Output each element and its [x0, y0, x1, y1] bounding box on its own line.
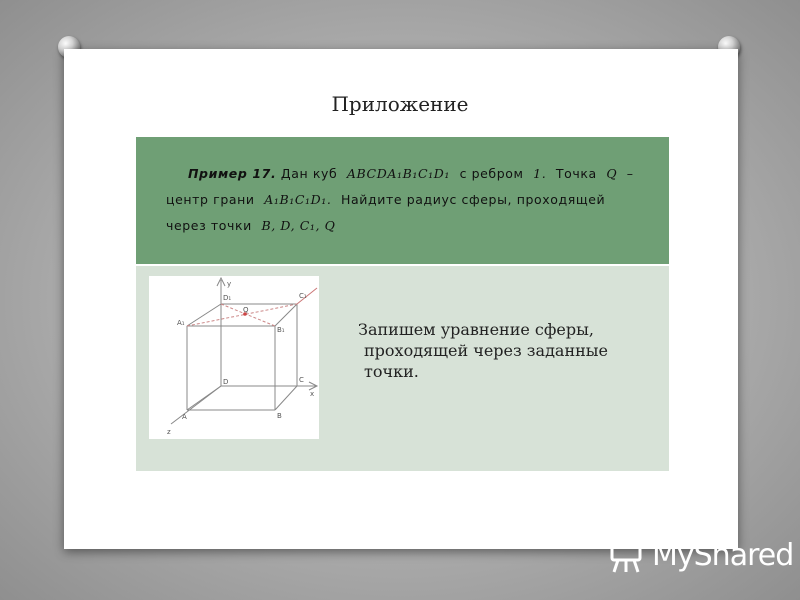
- watermark: [608, 534, 794, 578]
- problem-text-segment: Дан куб: [280, 166, 338, 181]
- problem-text-segment: Найдите радиус сферы, проходящей: [341, 192, 606, 207]
- cube-name: ABCDA₁B₁C₁D₁: [346, 166, 450, 181]
- problem-row: [136, 137, 669, 266]
- label-b: B: [277, 412, 282, 420]
- label-c: C: [299, 376, 304, 384]
- solution-text: [358, 319, 658, 382]
- projector-icon: [608, 534, 648, 576]
- edge-ad: [187, 386, 221, 410]
- problem-line-1: [166, 161, 646, 187]
- problem-line-3: [166, 213, 646, 239]
- problem-line-2: [166, 187, 646, 213]
- problem-text-segment: через точки: [166, 218, 252, 233]
- label-x: x: [310, 390, 315, 398]
- label-c1: C₁: [299, 292, 307, 300]
- points-list: B, D, C₁, Q: [261, 218, 336, 233]
- solution-row: [136, 266, 669, 471]
- edge-c1b1: [275, 304, 297, 326]
- content-table: [135, 136, 670, 472]
- cube-figure: [149, 276, 319, 439]
- label-z: z: [167, 428, 171, 436]
- cube-diagram: [149, 276, 319, 439]
- slide-title: Приложение: [331, 92, 469, 116]
- problem-text-segment: Точка: [555, 166, 597, 181]
- point-q: Q: [606, 166, 618, 181]
- problem-text-segment: с ребром: [459, 166, 524, 181]
- watermark-text: MyShared: [652, 538, 794, 573]
- label-a1: A₁: [177, 319, 185, 327]
- problem-text: [166, 161, 646, 239]
- problem-label: Пример 17.: [188, 166, 277, 181]
- label-d: D: [223, 378, 229, 386]
- solution-line-1: Запишем уравнение сферы,: [358, 320, 594, 339]
- edge-length: 1.: [533, 166, 547, 181]
- label-q: Q: [243, 306, 249, 314]
- edge-bc: [275, 386, 297, 410]
- label-y: y: [227, 280, 232, 288]
- problem-text-segment: центр грани: [166, 192, 255, 207]
- solution-line-2: проходящей через заданные: [364, 341, 608, 360]
- problem-text-segment: –: [626, 166, 634, 181]
- label-d1: D₁: [223, 294, 232, 302]
- face-name: A₁B₁C₁D₁.: [264, 192, 332, 207]
- label-b1: B₁: [277, 326, 285, 334]
- solution-line-3: точки.: [364, 362, 419, 381]
- label-a: A: [182, 413, 187, 421]
